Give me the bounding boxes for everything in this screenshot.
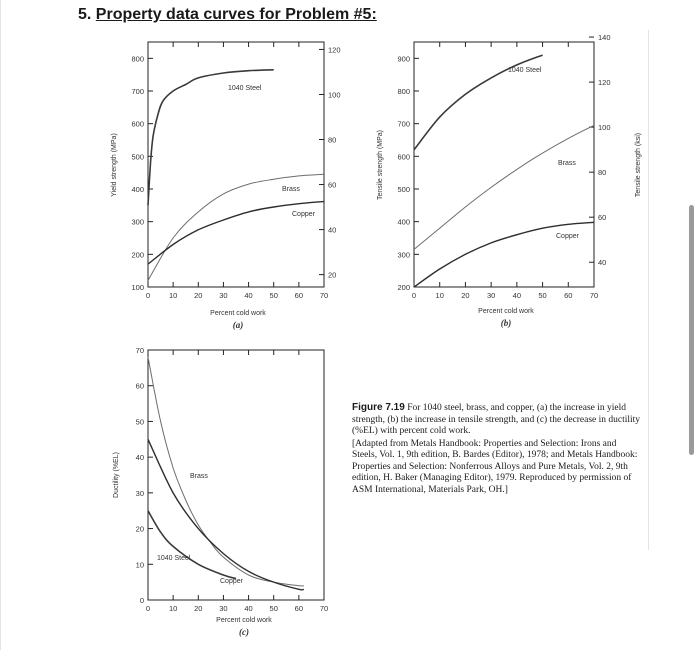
panel-b-tensile-strength <box>377 33 642 328</box>
panel-a-y2tick-label-120: 120 <box>328 45 341 55</box>
panel-c-ytick-label-20: 20 <box>135 524 144 534</box>
panel-c-ytick-label-60: 60 <box>135 381 144 391</box>
panel-a-xlabel: Percent cold work <box>210 310 266 317</box>
panel-b-y2tick-label-40: 40 <box>598 258 607 268</box>
panel-c-xtick-label-20: 20 <box>194 604 203 613</box>
panel-a-frame <box>148 42 324 287</box>
vertical-scrollbar[interactable] <box>689 205 694 455</box>
panel-c-ytick-label-10: 10 <box>135 560 144 570</box>
panel-c-series-label-1040-steel: 1040 Steel <box>157 555 191 562</box>
panel-a-xtick-label-60: 60 <box>294 291 304 300</box>
panel-a-ytick-label-400: 400 <box>131 185 144 194</box>
panel-a-ytick-label-600: 600 <box>131 119 144 129</box>
panel-b-xtick-label-70: 70 <box>589 291 599 300</box>
panel-b-series-copper <box>414 222 594 287</box>
panel-c-ductility <box>113 346 328 637</box>
left-page-edge <box>0 0 1 650</box>
panel-b-ytick-label-200: 200 <box>397 283 410 292</box>
panel-b-y2tick-label-80: 80 <box>598 168 607 178</box>
panel-a-xtick-label-0: 0 <box>145 291 151 300</box>
panel-a-series-label-copper: Copper <box>292 211 315 218</box>
panel-b-series-label-brass: Brass <box>558 160 576 167</box>
panel-a-y2tick-label-20: 20 <box>328 270 337 280</box>
panel-a-xtick-label-10: 10 <box>168 291 178 300</box>
panel-b-ytick-label-400: 400 <box>397 217 410 227</box>
panel-a-ytick-label-100: 100 <box>131 283 144 292</box>
panel-c-label: (c) <box>239 627 249 637</box>
panel-b-y2tick-label-100: 100 <box>598 123 611 133</box>
panel-b-ytick-label-500: 500 <box>397 185 410 194</box>
panel-a-xtick-label-30: 30 <box>219 291 228 300</box>
panel-c-series-label-brass: Brass <box>190 473 208 480</box>
panel-a-xtick-label-20: 20 <box>194 291 203 300</box>
panel-b-y2tick-label-120: 120 <box>598 78 611 88</box>
caption-text: For 1040 steel, brass, and copper, (a) the increase in yield strength, (b) the increase in tensile strength, and (c) the decrease in ductility (%EL) with percent cold work. <box>352 403 641 436</box>
panel-c-ytick-label-70: 70 <box>135 346 144 355</box>
panel-b-ytick-label-300: 300 <box>397 250 410 260</box>
panel-a-yield-strength <box>111 42 341 330</box>
panel-b-xtick-label-0: 0 <box>411 291 417 300</box>
panel-c-ylabel: Ductility (%EL) <box>113 452 120 498</box>
panel-b-ylabel: Tensile strength (MPa) <box>377 129 384 201</box>
panel-c-ytick-label-40: 40 <box>135 453 144 463</box>
right-page-edge <box>648 30 649 550</box>
panel-a-y2tick-label-60: 60 <box>328 180 337 190</box>
panel-b-xlabel: Percent cold work <box>478 308 534 315</box>
panel-a-y2tick-label-80: 80 <box>328 135 337 145</box>
panel-b-y2tick-label-60: 60 <box>598 213 607 223</box>
panel-b-xtick-label-60: 60 <box>564 291 573 300</box>
panel-a-ytick-label-300: 300 <box>131 217 144 227</box>
figure-caption <box>352 402 642 496</box>
panel-c-xlabel: Percent cold work <box>216 617 272 624</box>
panel-a-y2tick-label-40: 40 <box>328 225 337 235</box>
panel-b-ytick-label-800: 800 <box>397 87 410 96</box>
panel-c-plot <box>136 346 329 613</box>
panel-a-xtick-label-70: 70 <box>319 291 329 300</box>
panel-b-ytick-label-700: 700 <box>397 119 410 129</box>
panel-c-ytick-label-0: 0 <box>139 596 144 605</box>
panel-b-plot <box>397 33 610 300</box>
panel-a-ytick-label-200: 200 <box>131 250 144 260</box>
panel-a-label: (a) <box>232 320 244 330</box>
panel-a-series-label-brass: Brass <box>282 186 300 193</box>
panel-c-xtick-label-40: 40 <box>244 604 253 613</box>
panel-c-series-label-copper: Copper <box>220 578 243 585</box>
panel-a-ytick-label-800: 800 <box>131 54 144 64</box>
panel-c-xtick-label-50: 50 <box>269 604 278 613</box>
panel-c-xtick-label-70: 70 <box>319 604 329 613</box>
panel-a-xtick-label-40: 40 <box>244 291 253 300</box>
panel-b-y2tick-label-140: 140 <box>598 33 611 43</box>
panel-b-xtick-label-10: 10 <box>435 291 444 300</box>
panel-a-plot <box>131 42 340 300</box>
problem-number: 5. <box>78 6 92 23</box>
panel-b-xtick-label-40: 40 <box>512 291 522 300</box>
panel-b-xtick-label-20: 20 <box>461 291 470 300</box>
panel-b-series-label-1040-steel: 1040 Steel <box>508 67 542 74</box>
panel-b-ytick-label-900: 900 <box>397 54 410 64</box>
panel-a-ylabel: Yield strength (MPa) <box>111 133 118 197</box>
panel-b-ytick-label-600: 600 <box>397 152 410 162</box>
panel-b-series-brass <box>414 125 594 249</box>
problem-title: Property data curves for Problem #5: <box>95 6 377 23</box>
panel-c-frame <box>148 350 324 600</box>
panel-a-ytick-label-500: 500 <box>131 152 144 162</box>
panel-a-xtick-label-50: 50 <box>269 291 278 300</box>
panel-c-ytick-label-50: 50 <box>135 417 144 427</box>
caption-figure-id: Figure 7.19 <box>352 402 405 413</box>
panel-b-series-label-copper: Copper <box>556 233 579 240</box>
panel-b-y2label: Tensile strength (ksi) <box>635 132 642 198</box>
panel-b-xtick-label-50: 50 <box>538 291 547 300</box>
panel-c-xtick-label-10: 10 <box>168 604 178 613</box>
panel-c-xtick-label-0: 0 <box>145 604 151 613</box>
panel-b-xtick-label-30: 30 <box>486 291 496 300</box>
panel-a-y2tick-label-100: 100 <box>328 90 341 100</box>
panel-c-series-brass <box>148 357 304 586</box>
panel-c-ytick-label-30: 30 <box>135 488 144 498</box>
panel-a-series-label-1040-steel: 1040 Steel <box>228 85 262 92</box>
caption-source: [Adapted from Metals Handbook: Properties and Selection: Irons and Steels, Vol. 1, 9th edition, B. Bardes (Editor), 1978; and Metals Handbook: Properties and Selection: Nonferrous Alloys and Pure Metals, Vol. 2, 9th edition, H. Baker (Managing Editor), 1979. Reproduced by permission of ASM International, Materials Park, OH.] <box>352 438 638 495</box>
panel-c-xtick-label-30: 30 <box>219 604 228 613</box>
panel-b-label: (b) <box>500 318 512 328</box>
panel-a-ytick-label-700: 700 <box>131 87 144 96</box>
panel-c-xtick-label-60: 60 <box>294 604 304 613</box>
